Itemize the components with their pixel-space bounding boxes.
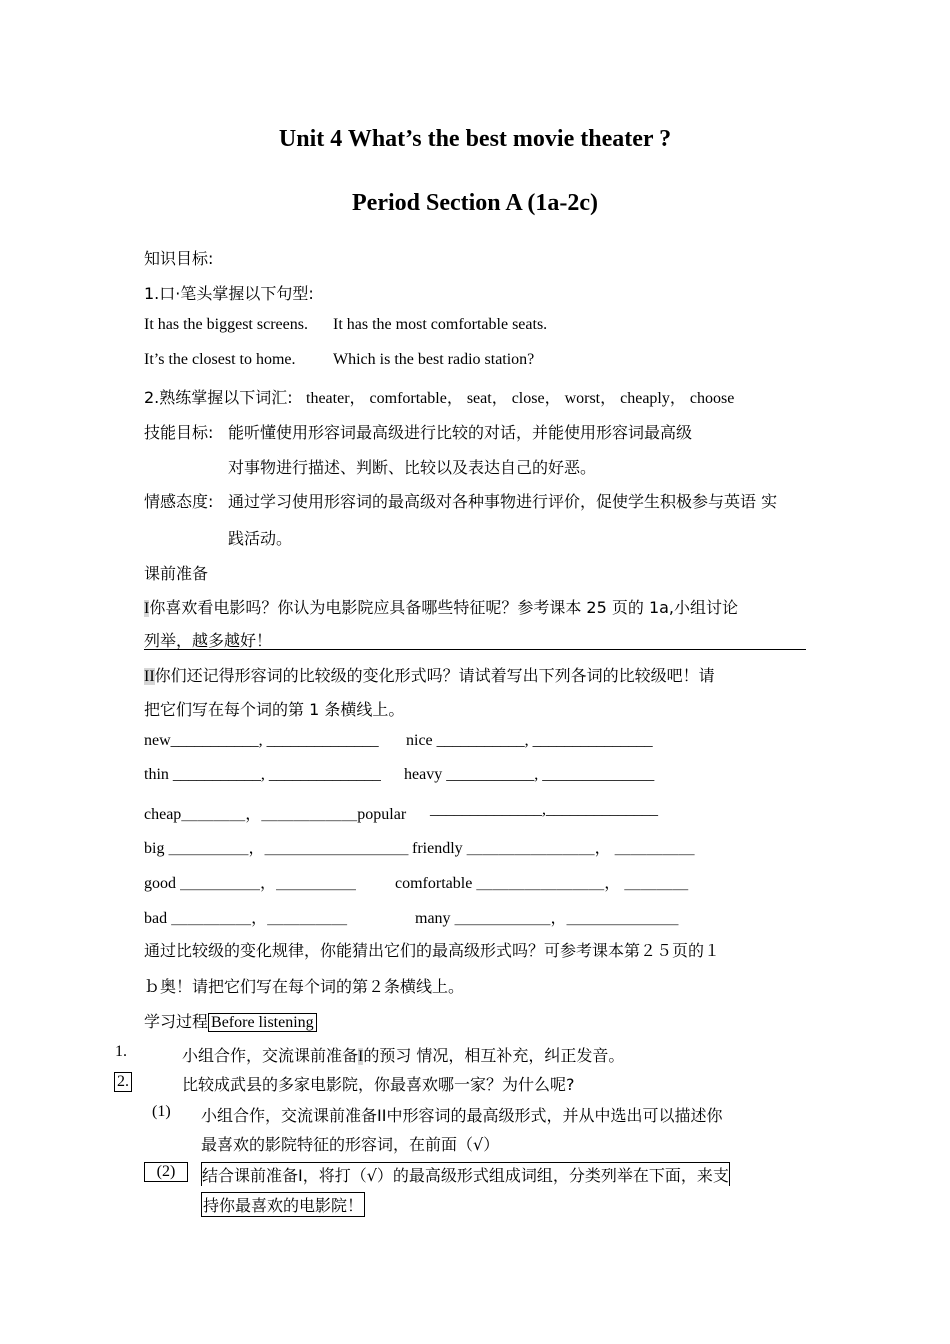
prep-heading: 课前准备	[144, 564, 209, 583]
word-row-nice-right: nice ___________, _______________	[406, 732, 653, 749]
skill-line-1: 能听懂使用形容词最高级进行比较的对话，并能使用形容词最高级	[228, 423, 693, 442]
skill-line-2: 对事物进行描述、判断、比较以及表达自己的好恶。	[228, 458, 597, 477]
sentence-4: Which is the best radio station?	[333, 351, 535, 368]
superlative-line-2: ｂ奥！请把它们写在每个词的第２条横线上。	[144, 977, 465, 996]
word-row-new-left: new___________, ______________	[144, 732, 379, 749]
knowledge-heading: 知识目标:	[144, 249, 214, 268]
page-subtitle: Period Section A (1a-2c)	[352, 190, 598, 216]
prep-ii-text: 你们还记得形容词的比较级的变化形式吗？请试着写出下列各词的比较级吧！请	[154, 666, 715, 685]
word-row-cheap-left: cheap＿＿＿＿，＿＿＿＿＿＿popular	[144, 806, 407, 823]
step-1-marker: I	[358, 1048, 364, 1065]
skill-label: 技能目标:	[144, 423, 214, 442]
sentence-2: It has the most comfortable seats.	[333, 316, 548, 333]
emotion-line-1: 通过学习使用形容词的最高级对各种事物进行评价，促使学生积极参与英语 实	[228, 492, 778, 511]
word-row-big-left: big ＿＿＿＿＿，＿＿＿＿＿＿＿＿＿	[144, 840, 409, 857]
prep-ii-line-2: 把它们写在每个词的第 1 条横线上。	[144, 700, 405, 719]
knowledge-item-1: 1.口·笔头掌握以下句型:	[144, 284, 314, 303]
word-row-thin-left: thin ___________, ______________	[144, 766, 381, 783]
before-listening-box: Before listening	[208, 1013, 317, 1032]
answer-line	[144, 649, 806, 650]
word-row-good-left: good ＿＿＿＿＿，＿＿＿＿＿	[144, 875, 357, 892]
knowledge-item-2-label: 2.熟练掌握以下词汇:	[144, 388, 293, 407]
sub-2-line-1: 结合课前准备I，将打（√）的最高级形式组成词组，分类列举在下面，来支	[201, 1162, 730, 1186]
word-row-friendly-right: friendly ＿＿＿＿＿＿＿＿， ＿＿＿＿＿	[412, 840, 695, 857]
word-row-bad-left: bad ＿＿＿＿＿，＿＿＿＿＿	[144, 910, 348, 927]
step-2-number: 2.	[114, 1072, 132, 1092]
prep-i-marker: I	[144, 600, 150, 617]
word-row-popular-right: ______________,______________	[430, 801, 658, 818]
sub-1-line-1: 小组合作，交流课前准备II中形容词的最高级形式，并从中选出可以描述你	[201, 1106, 723, 1125]
word-row-comfortable-right: comfortable ＿＿＿＿＿＿＿＿， ＿＿＿＿	[395, 875, 689, 892]
process-label: 学习过程	[144, 1012, 209, 1031]
page-title: Unit 4 What’s the best movie theater ?	[278, 126, 672, 152]
sentence-1: It has the biggest screens.	[144, 316, 308, 333]
sub-2-line-2: 持你最喜欢的电影院！	[201, 1192, 365, 1217]
prep-ii-marker: II	[144, 668, 155, 685]
prep-i-line-1	[144, 595, 738, 618]
prep-i-line-2: 列举，越多越好！	[144, 631, 273, 650]
sub-1-number: (1)	[152, 1103, 171, 1120]
emotion-label: 情感态度:	[144, 492, 214, 511]
vocabulary-list: theater， comfortable， seat， close， worst， cheaply， choose	[306, 390, 735, 407]
word-row-many-right: many ＿＿＿＿＿＿，＿＿＿＿＿＿＿	[415, 910, 679, 927]
sub-2-number: (2)	[144, 1162, 188, 1182]
process-heading	[144, 1009, 317, 1032]
word-row-heavy-right: heavy ___________, ______________	[404, 766, 655, 783]
prep-ii-line-1	[144, 663, 715, 686]
step-1-number: 1.	[115, 1043, 127, 1060]
superlative-line-1: 通过比较级的变化规律，你能猜出它们的最高级形式吗？可参考课本第２５页的１	[144, 941, 721, 960]
step-2-text: 比较成武县的多家电影院，你最喜欢哪一家？为什么呢?	[182, 1075, 575, 1094]
sentence-3: It’s the closest to home.	[144, 351, 296, 368]
step-1-text: 小组合作，交流课前准备I的预习 情况，相互补充，纠正发音。	[182, 1046, 625, 1065]
emotion-line-2: 践活动。	[228, 529, 293, 548]
sub-1-line-2: 最喜欢的影院特征的形容词，在前面（√）	[201, 1135, 500, 1154]
prep-i-text: 你喜欢看电影吗？你认为电影院应具备哪些特征呢？参考课本 25 页的 1a,小组讨论	[149, 598, 739, 617]
